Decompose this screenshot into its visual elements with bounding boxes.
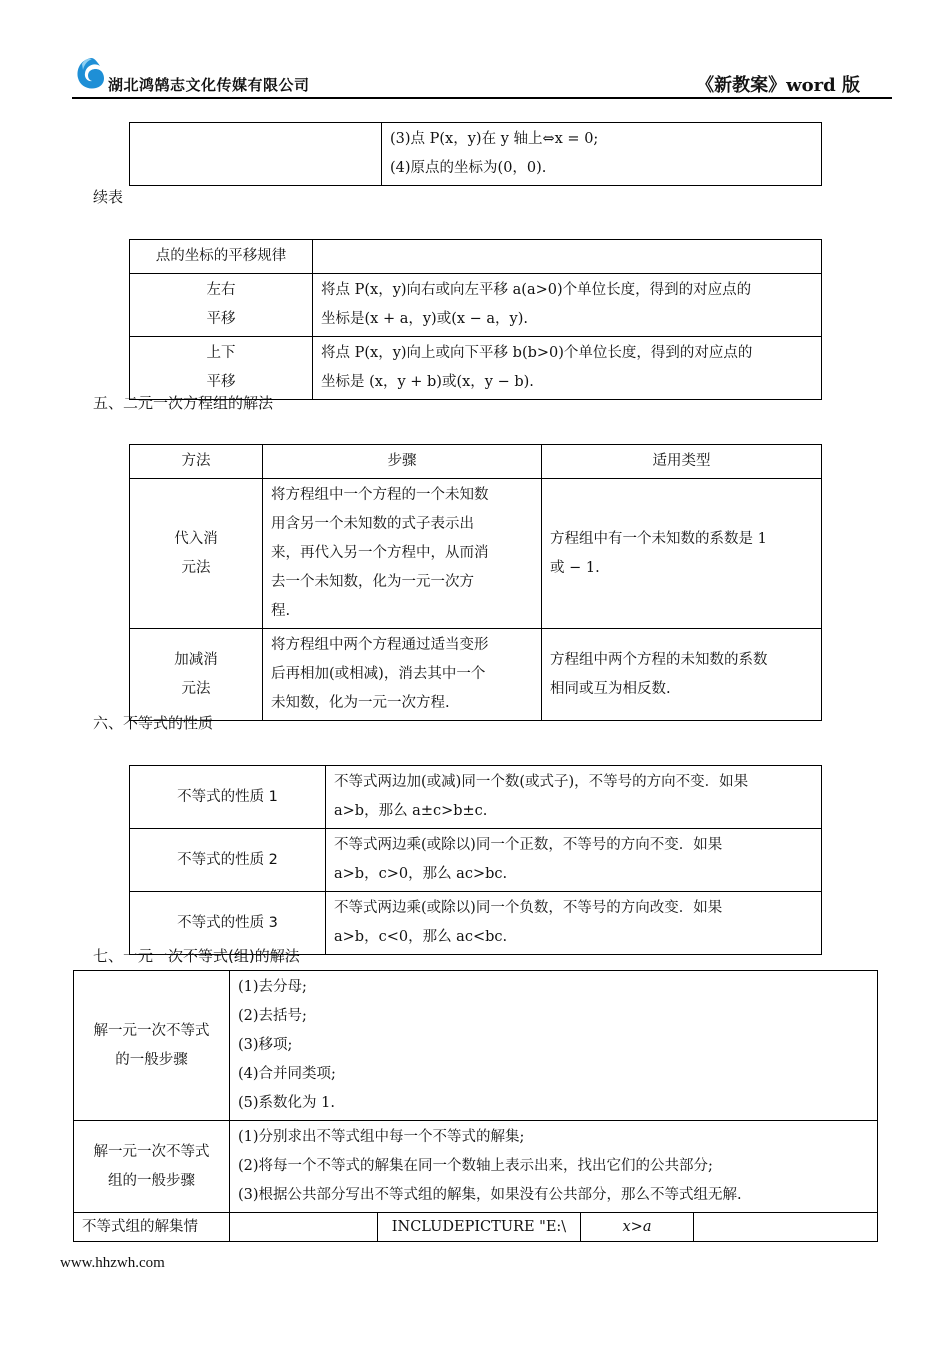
- cell-line: a>b，c<0，那么 ac<bc.: [334, 929, 508, 945]
- table-cell: 不等式的性质 3: [130, 892, 326, 955]
- cell-line: 解一元一次不等式: [93, 1143, 210, 1160]
- cell-line: 的一般步骤: [115, 1051, 188, 1068]
- table-cell: [230, 1121, 878, 1213]
- cell-line: 平移: [206, 374, 236, 390]
- cell-line: 组的一般步骤: [108, 1172, 195, 1189]
- table-row: [74, 1213, 878, 1242]
- table-cell: [542, 629, 822, 721]
- table-cell: 不等式的性质 2: [130, 829, 326, 892]
- cell-line: 用含另一个未知数的式子表示出: [271, 516, 474, 532]
- table-cell: [694, 1213, 878, 1242]
- table-cell: [74, 971, 230, 1121]
- cell-line: 平移: [206, 311, 236, 327]
- table-header-cell: 方法: [130, 445, 263, 479]
- cell-line: (3)根据公共部分写出不等式组的解集，如果没有公共部分，那么不等式组无解.: [238, 1187, 742, 1203]
- cell-line: 相同或互为相反数.: [550, 680, 671, 697]
- cell-line: 上下: [206, 345, 236, 361]
- table-row: [130, 123, 822, 186]
- section-6-title: 六、不等式的性质: [93, 714, 214, 732]
- table-header-row: [130, 445, 822, 479]
- cell-line: 将点 P(x，y)向上或向下平移 b(b>0)个单位长度，得到的对应点的: [321, 345, 753, 361]
- cell-line: 方程组中两个方程的未知数的系数: [550, 651, 768, 668]
- continued-label: 续表: [93, 188, 124, 206]
- cell-line: 不等式两边加(或减)同一个数(或式子)，不等号的方向不变．如果: [334, 774, 749, 790]
- table-cell: [263, 479, 542, 629]
- cell-line: 代入消: [174, 530, 218, 547]
- cell-line: 去一个未知数，化为一元一次方: [271, 574, 474, 590]
- table-row: [130, 829, 822, 892]
- document-tagline: 《新教案》word 版: [696, 75, 860, 96]
- table-cell: [130, 123, 382, 186]
- cell-line: 元法: [181, 680, 211, 697]
- table-cell: [130, 274, 313, 337]
- cell-line: 将方程组中两个方程通过适当变形: [271, 637, 489, 653]
- equation-methods-table: [129, 444, 822, 721]
- table-row: [74, 1121, 878, 1213]
- table-cell: [313, 337, 822, 400]
- section-7-title: 七、一元一次不等式(组)的解法: [93, 947, 300, 965]
- table-cell: [382, 123, 822, 186]
- cell-line: (2)将每一个不等式的解集在同一个数轴上表示出来，找出它们的公共部分;: [238, 1158, 713, 1174]
- table-header-cell: 适用类型: [542, 445, 822, 479]
- table-header-cell: [313, 240, 822, 274]
- table-cell: INCLUDEPICTURE "E:\: [378, 1213, 581, 1242]
- cell-line: 将方程组中一个方程的一个未知数: [271, 487, 489, 503]
- coordinate-table-tail: [129, 122, 822, 186]
- cell-line: 后再相加(或相减)，消去其中一个: [271, 666, 486, 682]
- inequality-solving-table: [73, 970, 878, 1242]
- table-cell: [130, 629, 263, 721]
- table-cell: [230, 1213, 378, 1242]
- cell-line: 不等式两边乘(或除以)同一个正数，不等号的方向不变．如果: [334, 837, 723, 853]
- table-cell: [326, 892, 822, 955]
- inequality-properties-table: [129, 765, 822, 955]
- table-row: [130, 274, 822, 337]
- table-header-row: [130, 240, 822, 274]
- cell-line: 左右: [206, 282, 236, 298]
- table-row: [74, 971, 878, 1121]
- cell-line: 未知数，化为一元一次方程.: [271, 695, 450, 711]
- company-name: 湖北鸿鹄志文化传媒有限公司: [108, 76, 310, 94]
- table-cell: [130, 479, 263, 629]
- footer-url: www.hhzwh.com: [60, 1255, 165, 1271]
- cell-line: 加减消: [174, 651, 218, 668]
- cell-line: (3)点 P(x，y)在 y 轴上⇔x = 0;: [390, 131, 599, 147]
- company-logo-icon: [74, 56, 108, 92]
- cell-line: 坐标是(x + a，y)或(x − a，y).: [321, 311, 528, 327]
- cell-line: 来，再代入另一个方程中，从而消: [271, 545, 489, 561]
- cell-line: (1)去分母;: [238, 979, 307, 995]
- table-header-cell: 点的坐标的平移规律: [130, 240, 313, 274]
- cell-line: 不等式两边乘(或除以)同一个负数，不等号的方向改变．如果: [334, 900, 723, 916]
- cell-line: (4)原点的坐标为(0，0).: [390, 160, 547, 176]
- cell-line: a>b，c>0，那么 ac>bc.: [334, 866, 508, 882]
- cell-line: 解一元一次不等式: [93, 1022, 210, 1039]
- table-row: [130, 766, 822, 829]
- table-cell: x>a: [581, 1213, 694, 1242]
- table-row: [130, 629, 822, 721]
- table-cell: [313, 274, 822, 337]
- cell-line: (1)分别求出不等式组中每一个不等式的解集;: [238, 1129, 525, 1145]
- cell-line: 或 − 1.: [550, 559, 600, 576]
- translation-rules-table: [129, 239, 822, 400]
- header-divider: [72, 97, 892, 99]
- table-cell: 不等式组的解集情: [74, 1213, 230, 1242]
- cell-line: (5)系数化为 1.: [238, 1095, 335, 1111]
- cell-line: (2)去括号;: [238, 1008, 307, 1024]
- table-cell: [230, 971, 878, 1121]
- cell-line: (4)合并同类项;: [238, 1066, 336, 1082]
- cell-line: a>b，那么 a±c>b±c.: [334, 803, 488, 819]
- table-row: [130, 479, 822, 629]
- cell-line: 将点 P(x，y)向右或向左平移 a(a>0)个单位长度，得到的对应点的: [321, 282, 752, 298]
- table-header-cell: 步骤: [263, 445, 542, 479]
- table-cell: [326, 829, 822, 892]
- table-cell: [542, 479, 822, 629]
- cell-line: 程.: [271, 603, 291, 619]
- cell-line: 方程组中有一个未知数的系数是 1: [550, 530, 767, 547]
- table-cell: [326, 766, 822, 829]
- table-cell: [263, 629, 542, 721]
- cell-line: 坐标是 (x，y + b)或(x，y − b).: [321, 374, 534, 390]
- section-5-title: 五、二元一次方程组的解法: [93, 394, 274, 412]
- cell-line: (3)移项;: [238, 1037, 293, 1053]
- table-cell: [74, 1121, 230, 1213]
- table-cell: 不等式的性质 1: [130, 766, 326, 829]
- table-row: [130, 337, 822, 400]
- cell-line: 元法: [181, 559, 211, 576]
- table-cell: [130, 337, 313, 400]
